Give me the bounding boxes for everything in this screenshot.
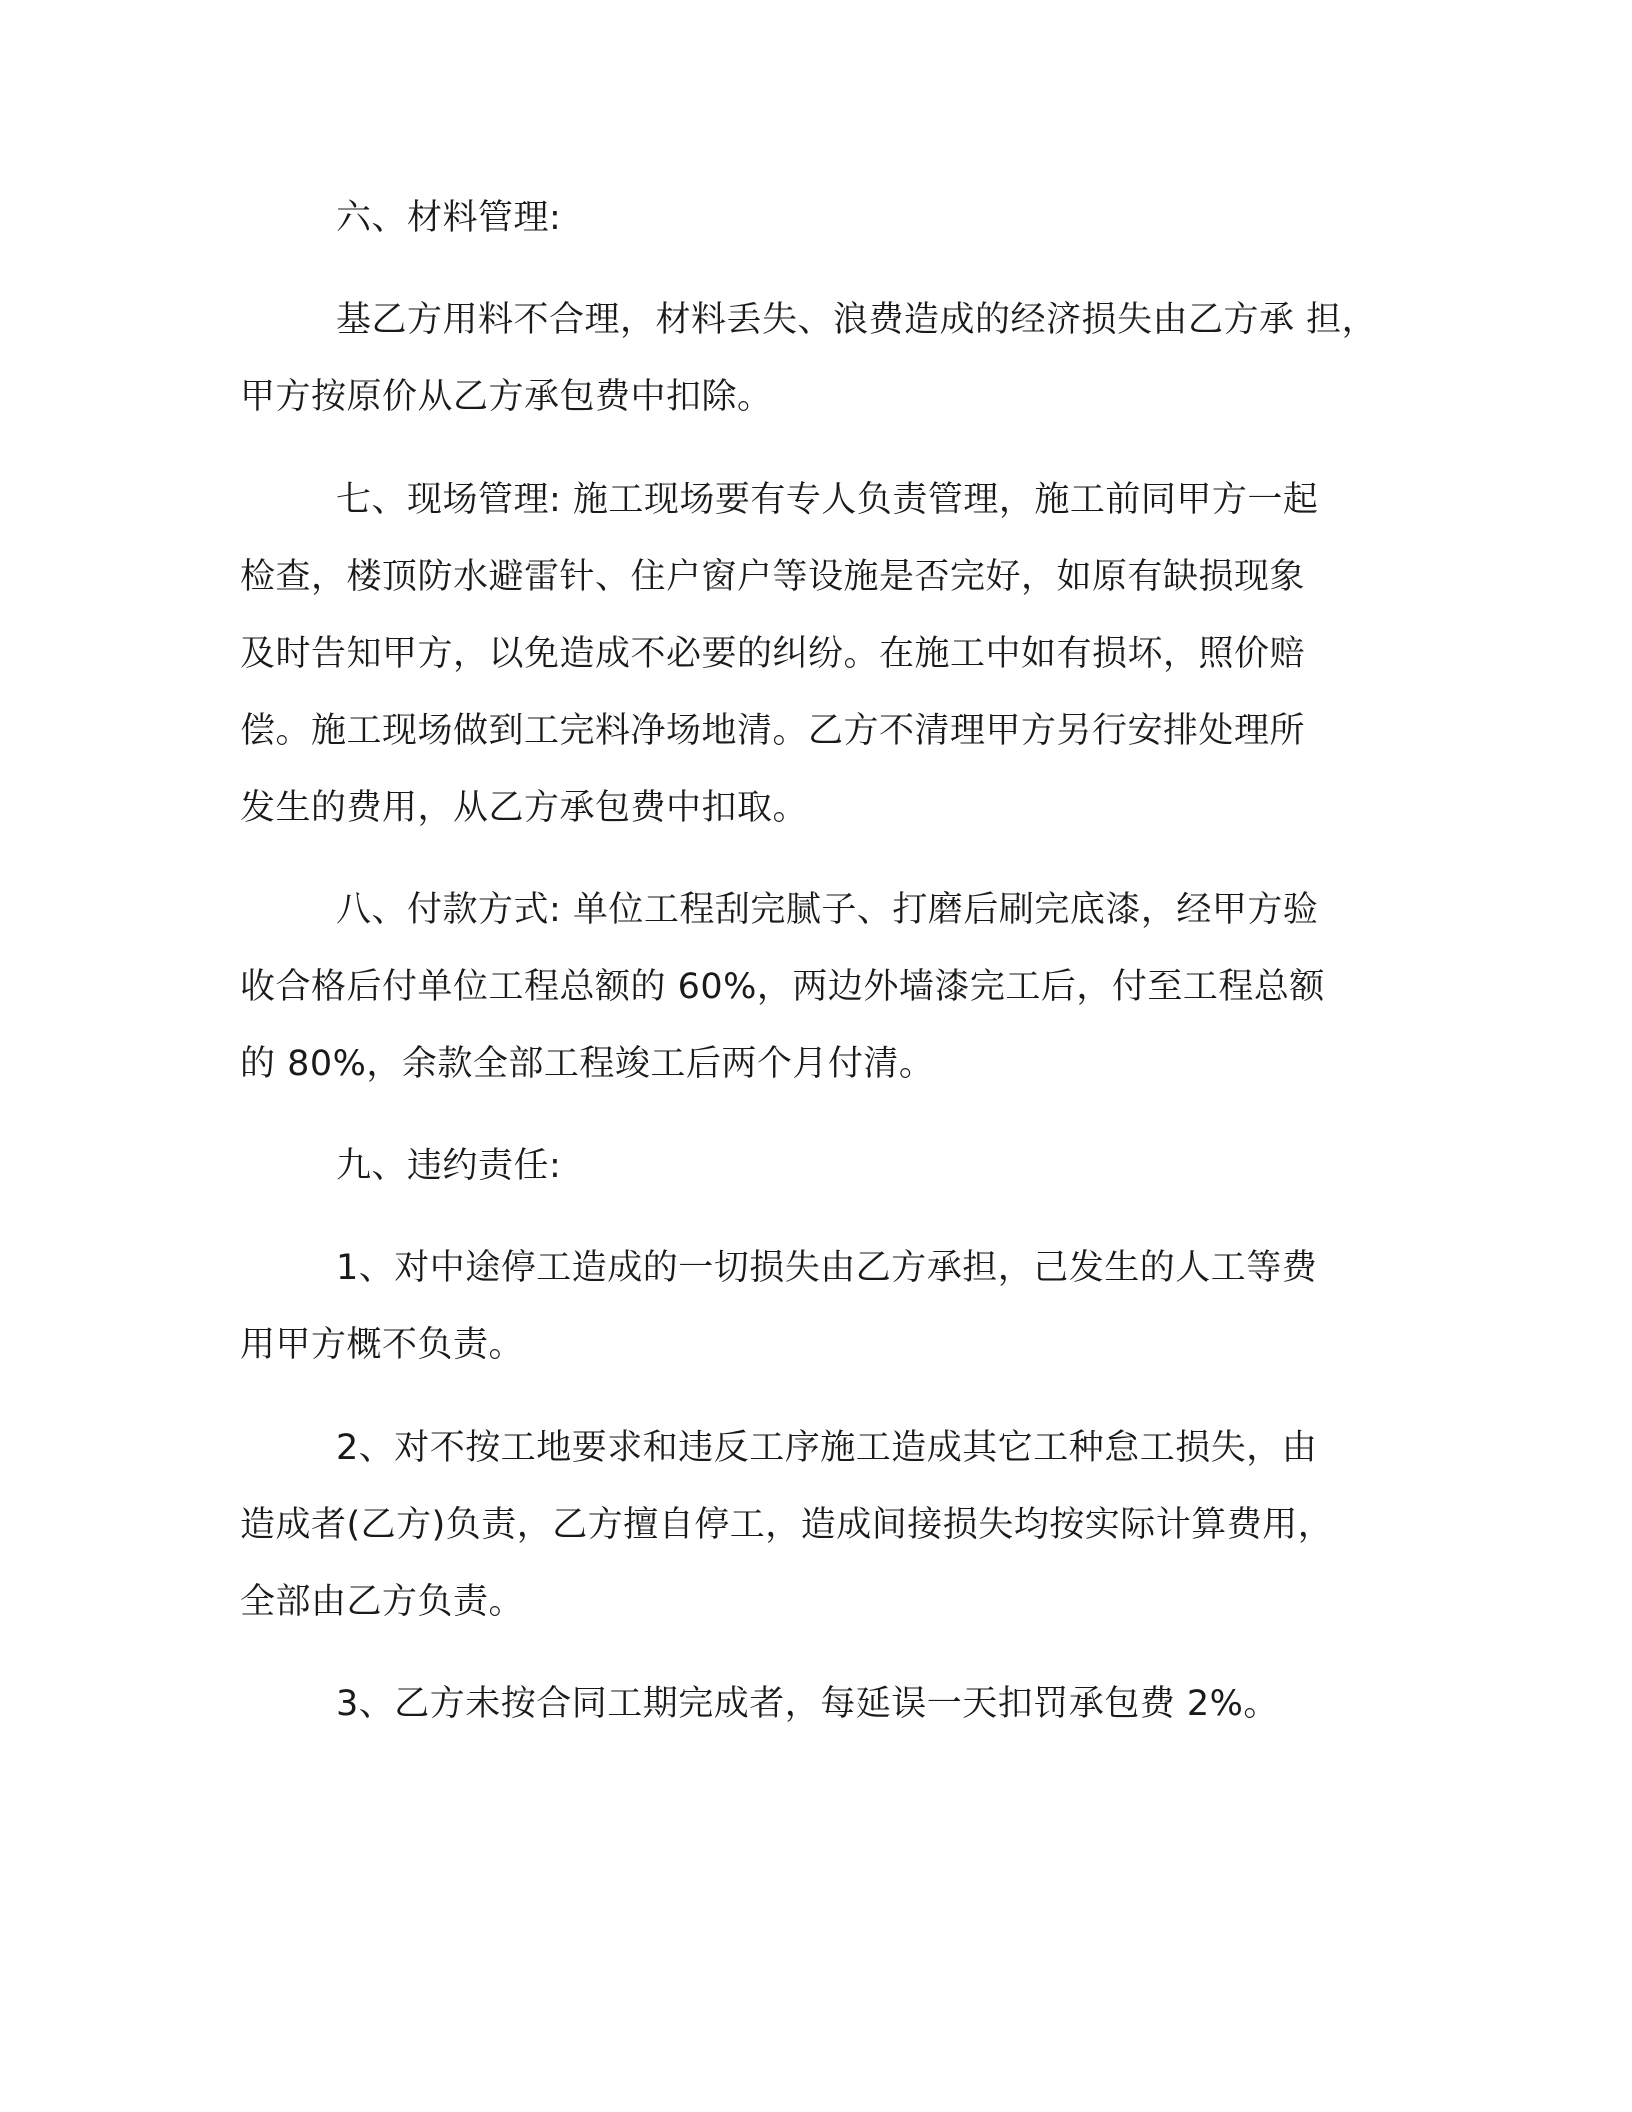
paragraph-line: 基乙方用料不合理，材料丢失、浪费造成的经济损失由乙方承 担，: [336, 300, 1378, 340]
paragraph-line: 3、乙方未按合同工期完成者，每延误一天扣罚承包费 2%。: [336, 1684, 1279, 1724]
paragraph-line: 及时告知甲方，以免造成不必要的纠纷。在施工中如有损坏，照价赔: [240, 634, 1306, 674]
paragraph-line: 甲方按原价从乙方承包费中扣除。: [240, 377, 773, 417]
section-9-heading: [240, 1128, 1420, 1205]
section-9-item-3: [240, 1666, 1420, 1743]
section-9-item-2: [240, 1410, 1420, 1641]
section-7-site-management: [240, 462, 1420, 847]
section-9-item-1: [240, 1230, 1420, 1384]
paragraph-line: 全部由乙方负责。: [240, 1582, 525, 1622]
paragraph-line: 发生的费用，从乙方承包费中扣取。: [240, 788, 809, 828]
section-8-payment: [240, 872, 1420, 1103]
paragraph-line: 偿。施工现场做到工完料净场地清。乙方不清理甲方另行安排处理所: [240, 711, 1306, 751]
paragraph-line: 1、对中途停工造成的一切损失由乙方承担，己发生的人工等费: [336, 1248, 1318, 1288]
section-6-body: [240, 282, 1420, 436]
paragraph-line: 检查，楼顶防水避雷针、住户窗户等设施是否完好，如原有缺损现象: [240, 557, 1306, 597]
paragraph-line: 七、现场管理: 施工现场要有专人负责管理，施工前同甲方一起: [336, 480, 1319, 520]
paragraph-line: 八、付款方式: 单位工程刮完腻子、打磨后刷完底漆，经甲方验: [336, 890, 1319, 930]
paragraph-line: 造成者(乙方)负责，乙方擅自停工，造成间接损失均按实际计算费用，: [240, 1505, 1334, 1545]
section-6-heading: [240, 180, 1420, 257]
paragraph-line: 收合格后付单位工程总额的 60%，两边外墙漆完工后，付至工程总额: [240, 967, 1325, 1007]
paragraph-line: 用甲方概不负责。: [240, 1325, 525, 1365]
paragraph-line: 九、违约责任:: [336, 1146, 562, 1186]
paragraph-line: 六、材料管理:: [336, 198, 562, 238]
paragraph-line: 2、对不按工地要求和违反工序施工造成其它工种怠工损失，由: [336, 1428, 1318, 1468]
paragraph-line: 的 80%，余款全部工程竣工后两个月付清。: [240, 1044, 935, 1084]
